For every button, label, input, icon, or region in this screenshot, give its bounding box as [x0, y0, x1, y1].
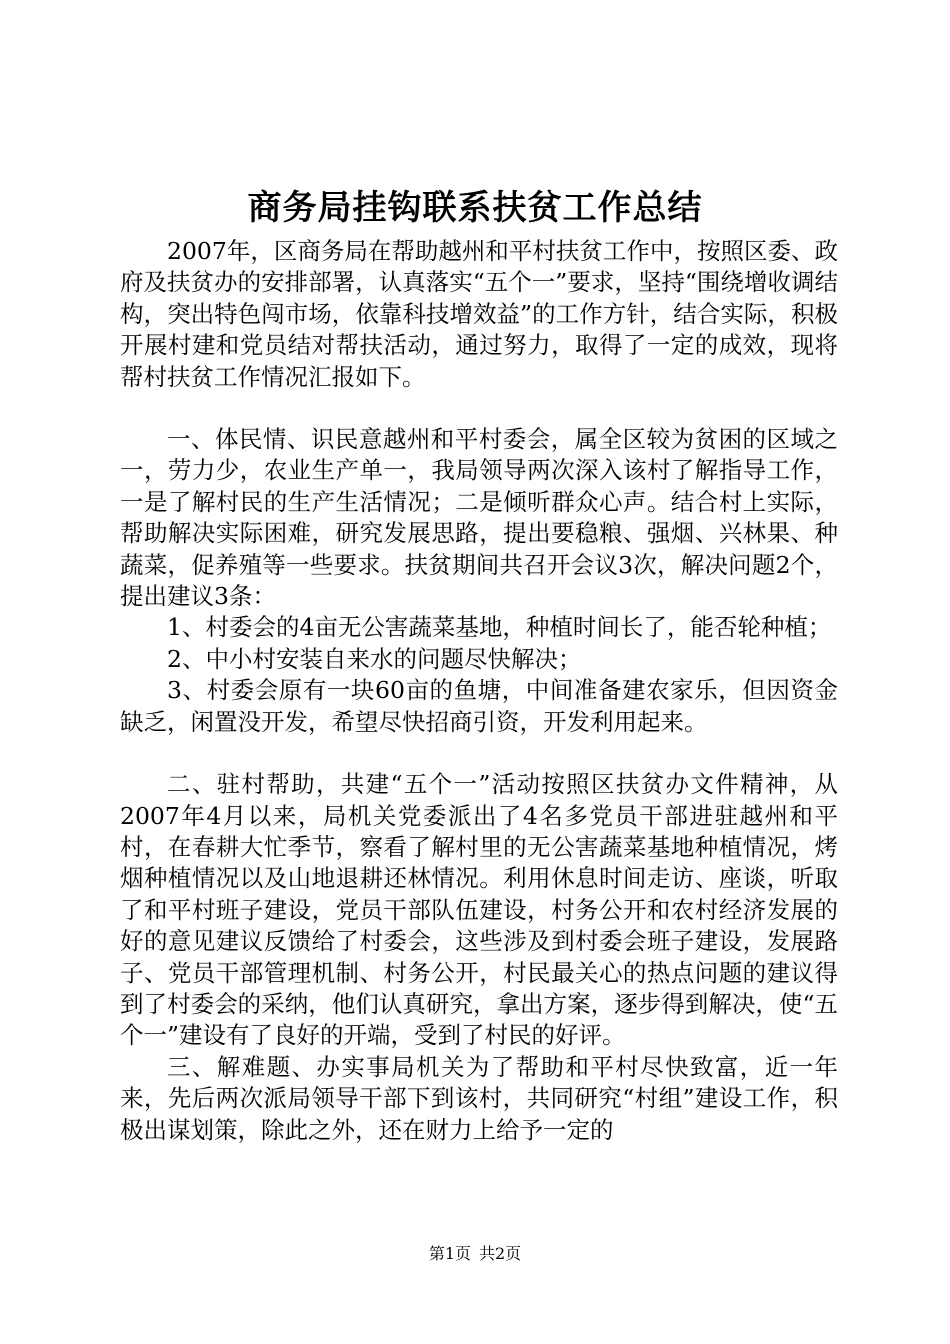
section-3-paragraph: 三、解难题、办实事局机关为了帮助和平村尽快致富，近一年来，先后两次派局领导干部下到该村，共同研究“村组”建设工作，积极出谋划策，除此之外，还在财力上给予一定的	[120, 1052, 838, 1144]
page-number-current: 第1页	[428, 1244, 471, 1263]
suggestion-item-1: 1、村委会的4亩无公害蔬菜基地，种植时间长了，能否轮种植；	[167, 613, 832, 642]
page-number-total: 共2页	[479, 1244, 522, 1263]
intro-paragraph: 2007年，区商务局在帮助越州和平村扶贫工作中，按照区委、政府及扶贫办的安排部署，认真落实“五个一”要求，坚持“围绕增收调结构，突出特色闯市场，依靠科技增效益”的工作方针，结合实际，积极开展村建和党员结对帮扶活动，通过努力，取得了一定的成效，现将帮村扶贫工作情况汇报如下。	[120, 237, 838, 391]
section-2-paragraph: 二、驻村帮助，共建“五个一”活动按照区扶贫办文件精神，从2007年4月以来，局机关党委派出了4名多党员干部进驻越州和平村，在春耕大忙季节，察看了解村里的无公害蔬菜基地种植情况，烤烟种植情况以及山地退耕还林情况。利用休息时间走访、座谈，听取了和平村班子建设，党员干部队伍建设，村务公开和农村经济发展的好的意见建议反馈给了村委会，这些涉及到村委会班子建设，发展路子、党员干部管理机制、村务公开，村民最关心的热点问题的建议得到了村委会的采纳，他们认真研究，拿出方案，逐步得到解决，使“五个一”建设有了良好的开端，受到了村民的好评。	[120, 770, 838, 1050]
section-1-paragraph: 一、体民情、识民意越州和平村委会，属全区较为贫困的区域之一，劳力少，农业生产单一，我局领导两次深入该村了解指导工作，一是了解村民的生产生活情况；二是倾听群众心声。结合村上实际，帮助解决实际困难，研究发展思路，提出要稳粮、强烟、兴林果、种蔬菜，促养殖等一些要求。扶贫期间共召开会议3次，解决问题2个，提出建议3条：	[120, 425, 838, 611]
suggestion-item-3: 3、村委会原有一块60亩的鱼塘，中间准备建农家乐，但因资金缺乏，闲置没开发，希望尽快招商引资，开发利用起来。	[120, 676, 838, 736]
suggestion-item-2: 2、中小村安装自来水的问题尽快解决；	[167, 644, 582, 673]
document-body	[120, 236, 838, 1146]
page-footer	[0, 1244, 950, 1264]
document-title: 商务局挂钩联系扶贫工作总结	[247, 188, 703, 228]
